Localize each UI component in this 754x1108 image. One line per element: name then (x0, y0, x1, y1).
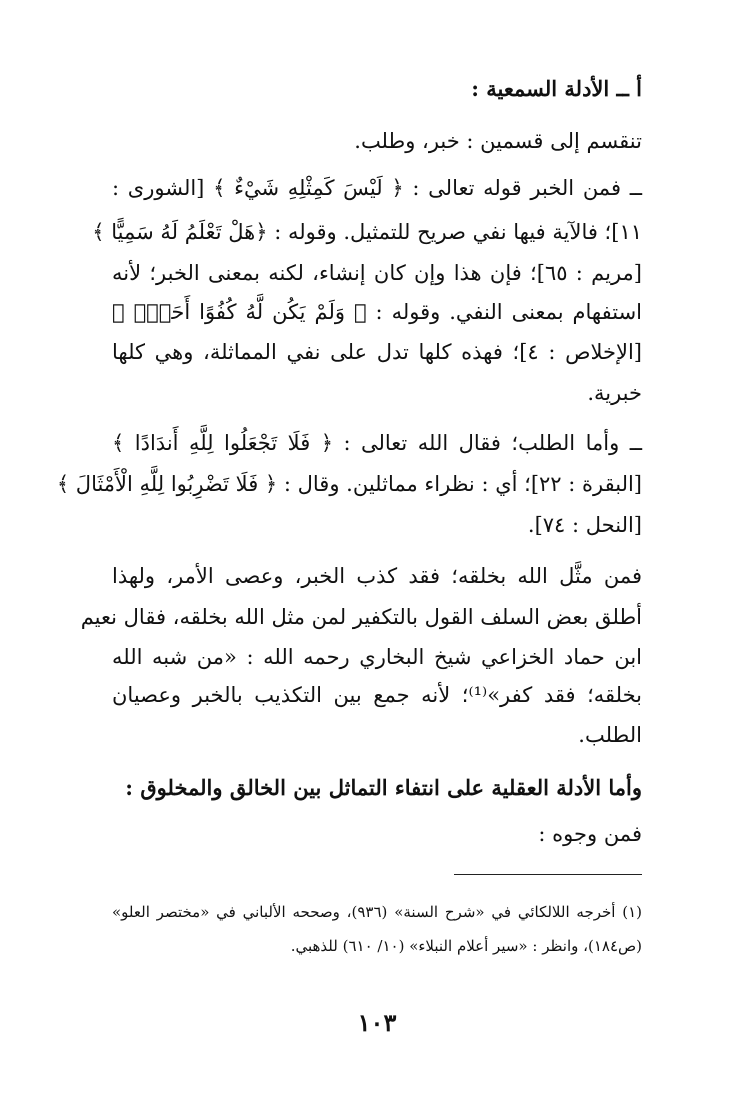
body-line-12: فمن مثَّل الله بخلقه؛ فقد كذب الخبر، وعصى الأمر، ولهذا (112, 564, 642, 588)
body-line-10: [البقرة : ٢٢]؛ أي : نظراء مماثلين. وقال : ﴿ فَلَا تَضْرِبُوا لِلَّهِ الْأَمْثَالَ ﴾ (56, 472, 642, 496)
footnote-line-1: (١) أخرجه اللالكائي في «شرح السنة» (٩٣٦)، وصححه الألباني في «مختصر العلو» (112, 903, 643, 921)
page-number: ١٠٣ (357, 1008, 397, 1037)
body-line-18: فمن وجوه : (538, 822, 642, 846)
body-line-13: أطلق بعض السلف القول بالتكفير لمن مثل الله بخلقه، فقال نعيم (80, 605, 642, 629)
body-line-6: استفهام بمعنى النفي. وقوله : ﴿ وَلَمْ يَكُن لَّهُ كُفُوًا أَحَدٌۢ ﴾ (112, 300, 642, 324)
body-line-2: تنقسم إلى قسمين : خبر، وطلب. (354, 129, 642, 153)
body-line-7: [الإخلاص : ٤]؛ فهذه كلها تدل على نفي المماثلة، وهي كلها (112, 340, 642, 364)
body-line-17: وأما الأدلة العقلية على انتفاء التماثل بين الخالق والمخلوق : (125, 775, 642, 800)
footnote-line-2: (ص١٨٤)، وانظر : «سير أعلام النبلاء» (١٠/ ٦١٠) للذهبي. (290, 937, 642, 955)
body-line-14: ابن حماد الخزاعي شيخ البخاري رحمه الله : «من شبه الله (112, 645, 642, 669)
body-line-9: ــ وأما الطلب؛ فقال الله تعالى : ﴿ فَلَا تَجْعَلُوا لِلَّهِ أَندَادًا ﴾ (112, 431, 642, 455)
body-line-16: الطلب. (578, 723, 642, 747)
body-line-15: بخلقه؛ فقد كفر»⁽¹⁾؛ لأنه جمع بين التكذيب بالخبر وعصيان (112, 683, 642, 707)
body-line-5: [مريم : ٦٥]؛ فإن هذا وإن كان إنشاء، لكنه بمعنى الخبر؛ لأنه (112, 261, 642, 285)
body-line-4: ١١]؛ فالآية فيها نفي صريح للتمثيل. وقوله : ﴿هَلْ تَعْلَمُ لَهُ سَمِيًّا ﴾ (92, 220, 642, 244)
footnote-separator (454, 874, 642, 875)
body-line-1: أ ــ الأدلة السمعية : (471, 76, 642, 101)
body-line-3: ــ فمن الخبر قوله تعالى : ﴿ لَيْسَ كَمِثْلِهِ شَيْءٌ ﴾ [الشورى : (112, 176, 642, 200)
body-line-11: [النحل : ٧٤]. (527, 513, 642, 537)
body-line-8: خبرية. (587, 381, 642, 405)
